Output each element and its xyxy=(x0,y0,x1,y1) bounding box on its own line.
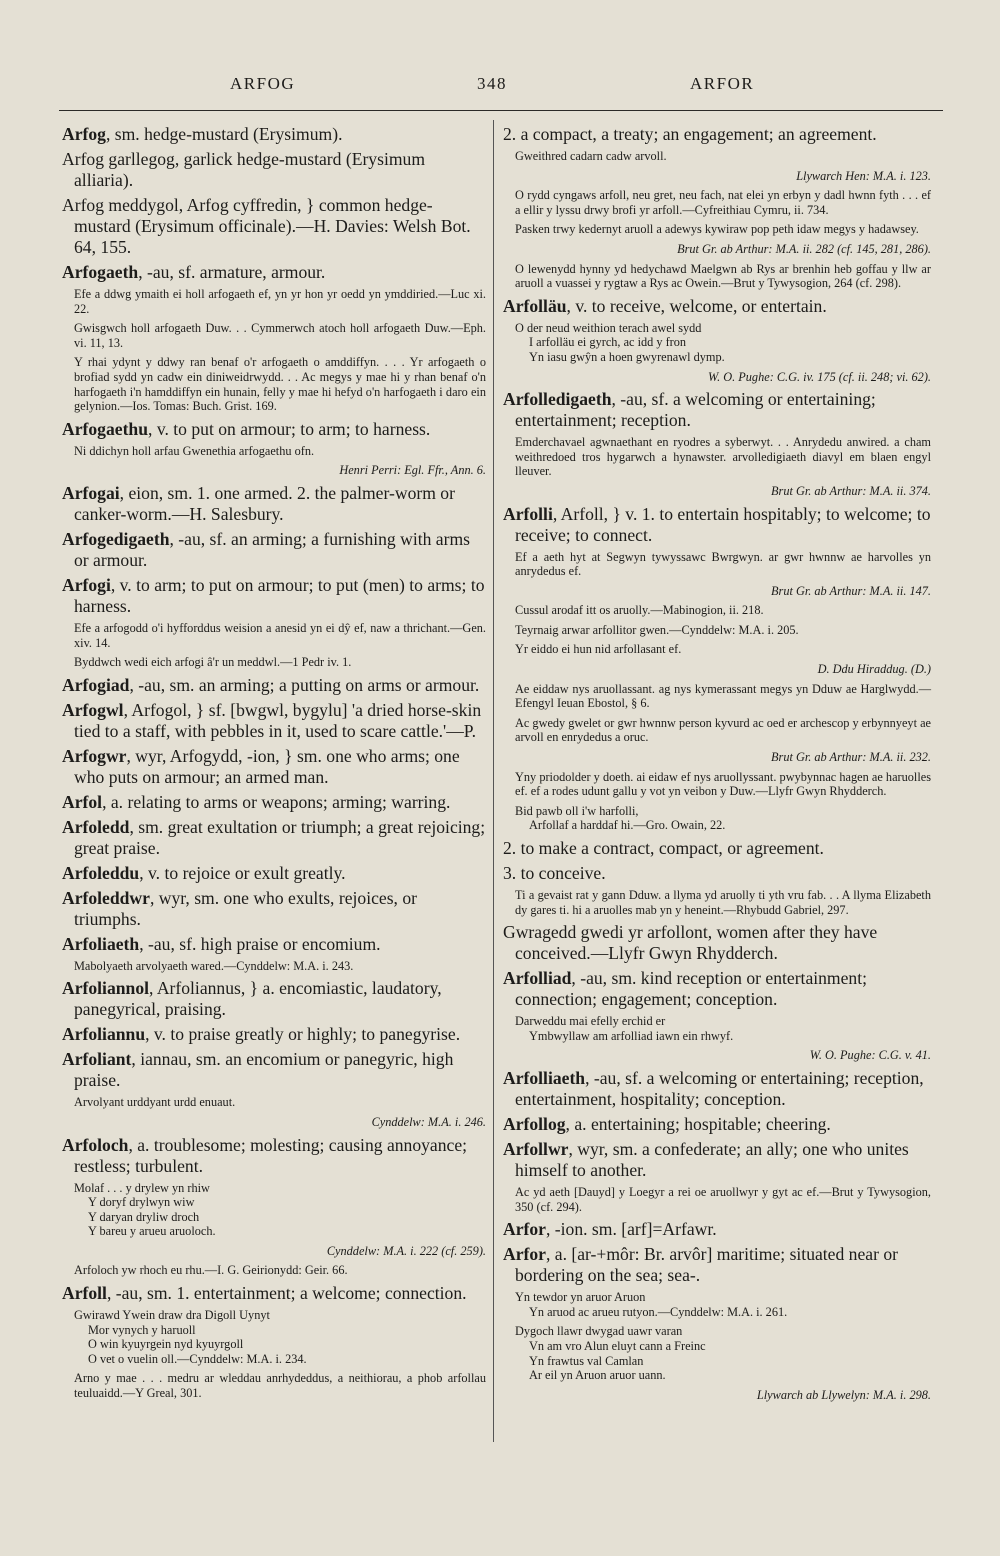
dictionary-entry: Arfoll, -au, sm. 1. entertainment; a welcome; connection. xyxy=(62,1283,467,1304)
quotation: Efe a arfogodd o'i hyfforddus weision a anesid yn ei dŷ ef, naw a thrichant.—Gen. xiv. 14. xyxy=(74,620,486,650)
dictionary-entry: Arfoledd, sm. great exultation or triumph; a great rejoicing; great praise. xyxy=(62,816,486,858)
dictionary-entry: Arfolli, Arfoll, } v. 1. to entertain hospitably; to welcome; to receive; to connect. xyxy=(503,503,931,545)
quotation: Arno y mae . . . medru ar wleddau anrhydeddus, a neithiorau, a phob arfollau teuluaidd.—Y Greal, 301. xyxy=(74,1371,486,1401)
quotation: Pasken trwy kedernyt aruoll a adewys kywiraw pop peth idaw megys y hadawsey. xyxy=(515,222,919,237)
dictionary-entry: Arfor, a. [ar-+môr: Br. arvôr] maritime; situated near or bordering on the sea; sea-. xyxy=(503,1244,899,1286)
header-rule xyxy=(59,110,943,111)
citation-source: Llywarch Hen: M.A. i. 123. xyxy=(796,168,931,183)
dictionary-entry: Arfoliaeth, -au, sf. high praise or encomium. xyxy=(62,933,381,954)
verse-line: Ymbwyllaw am arfolliad iawn ein rhwyf. xyxy=(529,1028,734,1043)
verse-line: Yn aruod ac arueu rutyon.—Cynddelw: M.A. i. 261. xyxy=(529,1304,788,1319)
dictionary-entry: Arfogwr, wyr, Arfogydd, -ion, } sm. one who arms; one who puts on armour; an armed man. xyxy=(62,745,460,787)
quotation: Mabolyaeth arvolyaeth wared.—Cynddelw: M.A. i. 243. xyxy=(74,958,354,973)
quotation: Ac yd aeth [Dauyd] y Loegyr a rei oe aruollwyr y gyt ac ef.—Brut y Tywysogion, 350 (cf. 294). xyxy=(515,1184,931,1214)
verse-quotation xyxy=(515,1290,931,1319)
dictionary-entry: Arfogaeth, -au, sf. armature, armour. xyxy=(62,262,326,282)
quotation: Arfoloch yw rhoch eu rhu.—I. G. Geirionydd: Geir. 66. xyxy=(74,1263,348,1278)
dictionary-entry: Arfogwl, Arfogol, } sf. [bwgwl, bygylu] 'a dried horse-skin tied to a staff, with pebbles in it, used to scare cattle.'—P. xyxy=(62,699,482,741)
dictionary-entry: Arfoliannu, v. to praise greatly or highly; to panegyrise. xyxy=(62,1024,461,1045)
dictionary-entry: 2. a compact, a treaty; an engagement; an agreement. xyxy=(503,124,877,144)
dictionary-entry: Arfogiad, -au, sm. an arming; a putting on arms or armour. xyxy=(62,674,480,695)
verse-line: Yn frawtus val Camlan xyxy=(529,1353,644,1368)
headword: Arfoll xyxy=(62,1283,107,1304)
verse-line: Gwirawd Ywein draw dra Digoll Uynyt xyxy=(74,1308,270,1323)
headword: Arfor xyxy=(503,1244,546,1265)
headword: Arfol xyxy=(62,791,103,812)
verse-line: Arfollaf a harddaf hi.—Gro. Owain, 22. xyxy=(529,818,726,833)
quotation: Gwisgwch holl arfogaeth Duw. . . Cymmerwch atoch holl arfogaeth Duw.—Eph. vi. 11, 13. xyxy=(74,321,486,350)
verse-quotation xyxy=(515,804,931,833)
quotation: Byddwch wedi eich arfogi â'r un meddwl.—1 Pedr iv. 1. xyxy=(74,655,352,670)
dictionary-entry: Arfollog, a. entertaining; hospitable; cheering. xyxy=(503,1113,831,1134)
verse-quotation xyxy=(515,1324,931,1382)
verse-line: Y bareu y arueu aruoloch. xyxy=(88,1224,216,1239)
running-head-right: ARFOR xyxy=(690,74,755,93)
headword: Arfollog xyxy=(503,1113,566,1134)
headword: Arfoliannol xyxy=(62,978,149,999)
headword: Arfog xyxy=(62,124,106,144)
verse-line: Y daryan dryliw droch xyxy=(88,1209,200,1224)
dictionary-entry: Arfogaethu, v. to put on armour; to arm; to harness. xyxy=(62,418,431,439)
right-column xyxy=(503,124,931,1407)
headword: Arfoliannu xyxy=(62,1024,146,1045)
verse-line: Ar eil yn Aruon aruor uann. xyxy=(529,1368,666,1383)
quotation: Arvolyant urddyant urdd enuaut. xyxy=(74,1095,236,1110)
dictionary-entry: Arfog, sm. hedge-mustard (Erysimum). xyxy=(62,124,343,144)
dictionary-entry: Arfollwr, wyr, sm. a confederate; an ally; one who unites himself to another. xyxy=(503,1138,909,1180)
dictionary-entry: Arfolledigaeth, -au, sf. a welcoming or entertaining; entertainment; reception. xyxy=(503,389,876,431)
quotation: Ae eiddaw nys aruollassant. ag nys kymerassant megys yn Dduw ae Harglwydd.—Efengyl Ieuan Ebostol, § 6. xyxy=(515,681,931,711)
quotation: Ti a gevaist rat y gann Dduw. a llyma yd aruolly ti yth vru fab. . . A llyma Elizabeth dy gares ti. hi a aruolles mab yn y heneint.—Rhybudd Gabriel, 297. xyxy=(515,888,931,917)
verse-line: Bid pawb oll i'w harfolli, xyxy=(515,803,639,818)
verse-line: Vn am vro Alun eluyt cann a Freinc xyxy=(529,1338,706,1353)
dictionary-entry: Arfolliad, -au, sm. kind reception or entertainment; connection; engagement; conception. xyxy=(503,968,868,1010)
headword: Arfolledigaeth xyxy=(503,389,612,410)
headword: Arfogiad xyxy=(62,674,130,695)
dictionary-entry: Arfol, a. relating to arms or weapons; arming; warring. xyxy=(62,791,451,812)
headword: Arfolliad xyxy=(503,968,572,989)
verse-line: Darweddu mai efelly erchid er xyxy=(515,1014,666,1029)
dictionary-entry: 2. to make a contract, compact, or agreement. xyxy=(503,838,824,858)
verse-line: Molaf . . . y drylew yn rhiw xyxy=(74,1180,210,1195)
verse-quotation xyxy=(74,1308,486,1366)
running-head-left: ARFOG xyxy=(230,74,296,93)
entry-sense: Gwragedd gwedi yr arfollont, women after they have conceived.—Llyfr Gwyn Rhydderch. xyxy=(503,922,878,964)
quotation: Yny priodolder y doeth. ai eidaw ef nys aruollyssant. pwybynnac hagen ae haruolles ef. ef a rodes udunt gallu y vot yn veibon y Duw.—Llyfr Gwyn Rhydderch. xyxy=(515,769,931,799)
headword: Arfor xyxy=(503,1219,546,1240)
dictionary-entry: 3. to conceive. xyxy=(503,863,606,883)
quotation: Cussul arodaf itt os aruolly.—Mabinogion, ii. 218. xyxy=(515,603,764,618)
verse-quotation xyxy=(74,1181,486,1239)
column-divider xyxy=(493,120,494,1442)
citation-source: W. O. Pughe: C.G. v. 41. xyxy=(809,1048,931,1063)
citation-source: Henri Perri: Egl. Ffr., Ann. 6. xyxy=(339,463,486,478)
dictionary-entry: Arfoliannol, Arfoliannus, } a. encomiastic, laudatory, panegyrical, praising. xyxy=(62,978,442,1020)
dictionary-entry: Arfolliaeth, -au, sf. a welcoming or entertaining; reception, entertainment, hospitality; conception. xyxy=(503,1067,924,1109)
headword: Arfoledd xyxy=(62,816,130,837)
quotation: Y rhai ydynt y ddwy ran benaf o'r arfogaeth o amddiffyn. . . . Yr arfogaeth o brofiad sydd yn cadw ein diniweidrwydd. . . Ac megys y mae hi y rhan benaf o'n harfogaeth i'n hamddiffyn ein hunain, felly y mae hi hefyd o'n harfogaeth i daro ein gelynion.—Ios. Tomas: Buch. Grist. 169. xyxy=(74,355,486,414)
verse-line: Yn tewdor yn aruor Aruon xyxy=(515,1290,646,1305)
citation-source: Llywarch ab Llywelyn: M.A. i. 298. xyxy=(756,1387,931,1402)
citation-source: D. Ddu Hiraddug. (D.) xyxy=(817,662,931,677)
dictionary-entry: Arfogedigaeth, -au, sf. an arming; a furnishing with arms or armour. xyxy=(62,528,470,570)
verse-quotation xyxy=(515,321,931,365)
headword: Arfogwl xyxy=(62,699,124,720)
dictionary-entry: Arfoleddu, v. to rejoice or exult greatly. xyxy=(62,862,346,883)
citation-source: W. O. Pughe: C.G. iv. 175 (cf. ii. 248; vi. 62). xyxy=(707,369,931,384)
citation-source: Cynddelw: M.A. i. 222 (cf. 259). xyxy=(326,1243,486,1258)
quotation: Ac gwedy gwelet or gwr hwnnw person kyvurd ac oed er archescop y erbynnyeyt ae arvoll en enrydedus a oruc. xyxy=(515,715,931,745)
quotation: Efe a ddwg ymaith ei holl arfogaeth ef, yn yr hon yr oedd yn ymddiried.—Luc xi. 22. xyxy=(74,287,486,316)
verse-line: Mor vynych y haruoll xyxy=(88,1322,196,1337)
headword: Arfoliaeth xyxy=(62,933,140,954)
dictionary-entry: Arfoleddwr, wyr, sm. one who exults, rejoices, or triumphs. xyxy=(62,887,418,929)
headword: Arfoloch xyxy=(62,1134,129,1155)
headword: Arfolläu xyxy=(503,295,567,316)
left-column xyxy=(62,124,486,1406)
quotation: Emderchavael agwnaethant en ryodres a syberwyt. . . Anrydedu anwired. a cham weithredoed tros hygarwch a hynawster. arvolledigiaeth diavyl em blaen engyl lleuver. xyxy=(515,435,931,479)
headword: Arfoleddu xyxy=(62,862,140,883)
dictionary-entry: Arfogi, v. to arm; to put on armour; to put (men) to arms; to harness. xyxy=(62,574,485,616)
headword: Arfoleddwr xyxy=(62,887,150,908)
headword: Arfollwr xyxy=(503,1138,569,1159)
verse-line: Yn iasu gwŷn a hoen gwyrenawl dymp. xyxy=(529,349,725,364)
headword: Arfolli xyxy=(503,503,553,524)
dictionary-entry: Arfoliant, iannau, sm. an encomium or panegyric, high praise. xyxy=(62,1049,454,1091)
headword: Arfogedigaeth xyxy=(62,528,170,549)
verse-line: Y doryf drylwyn wiw xyxy=(88,1195,195,1210)
verse-quotation xyxy=(515,1014,931,1043)
headword: Arfogi xyxy=(62,574,111,595)
dictionary-entry: Arfogai, eion, sm. 1. one armed. 2. the palmer-worm or canker-worm.—H. Salesbury. xyxy=(62,482,455,524)
headword: Arfogwr xyxy=(62,745,127,766)
headword: Arfogaethu xyxy=(62,418,149,439)
citation-source: Brut Gr. ab Arthur: M.A. ii. 147. xyxy=(771,583,931,598)
page-number: 348 xyxy=(477,74,507,93)
quotation: O lewenydd hynny yd hedychawd Maelgwn ab Rys ar brenhin heb goffau y llw ar aruoll a vuassei y rygtaw a Rys ac Owein.—Brut y Tywysogion, 264 (cf. 298). xyxy=(515,261,931,291)
quotation: Gweithred cadarn cadw arvoll. xyxy=(515,149,667,163)
entry-sense: Arfog garllegog, garlick hedge-mustard (Erysimum alliaria). xyxy=(62,149,426,190)
verse-line: I arfolläu ei gyrch, ac idd y fron xyxy=(529,335,687,350)
citation-source: Brut Gr. ab Arthur: M.A. ii. 374. xyxy=(771,483,931,498)
headword: Arfoliant xyxy=(62,1049,132,1070)
dictionary-entry: Arfor, -ion. sm. [arf]=Arfawr. xyxy=(503,1219,717,1240)
verse-line: O vet o vuelin oll.—Cynddelw: M.A. i. 234. xyxy=(88,1351,307,1366)
dictionary-entry: Arfoloch, a. troublesome; molesting; causing annoyance; restless; turbulent. xyxy=(62,1134,468,1176)
quotation: Teyrnaig arwar arfollitor gwen.—Cynddelw: M.A. i. 205. xyxy=(515,622,799,637)
verse-line: Dygoch llawr dwygad uawr varan xyxy=(515,1324,683,1339)
quotation: Ef a aeth hyt at Segwyn tywyssawc Bwrgwyn. ar gwr hwnnw ae harvolles yn anrydedus ef. xyxy=(515,549,931,579)
citation-source: Brut Gr. ab Arthur: M.A. ii. 282 (cf. 145, 281, 286). xyxy=(677,241,931,256)
running-head xyxy=(60,74,944,104)
headword: Arfogaeth xyxy=(62,262,139,282)
quotation: Ni ddichyn holl arfau Gwenethia arfogaethu ofn. xyxy=(74,443,315,458)
quotation: O rydd cyngaws arfoll, neu gret, neu fach, nat elei yn erbyn y dadl hwnn fyth . . . ef a ellir y lyssu drwy brofi yr arfoll.—Cyfreithiau Cymru, ii. 734. xyxy=(515,188,931,217)
citation-source: Brut Gr. ab Arthur: M.A. ii. 232. xyxy=(771,750,931,765)
verse-line: O der neud weithion terach awel sydd xyxy=(515,320,702,335)
headword: Arfolliaeth xyxy=(503,1067,586,1088)
citation-source: Cynddelw: M.A. i. 246. xyxy=(371,1114,486,1129)
entry-sense: Arfog meddygol, Arfog cyffredin, } common hedge-mustard (Erysimum officinale).—H. Davies: Welsh Bot. 64, 155. xyxy=(62,195,471,257)
headword: Arfogai xyxy=(62,482,120,503)
quotation: Yr eiddo ei hun nid arfollasant ef. xyxy=(515,642,682,657)
verse-line: O win kyuyrgein nyd kyuyrgoll xyxy=(88,1337,244,1352)
dictionary-entry: Arfolläu, v. to receive, welcome, or entertain. xyxy=(503,295,827,316)
